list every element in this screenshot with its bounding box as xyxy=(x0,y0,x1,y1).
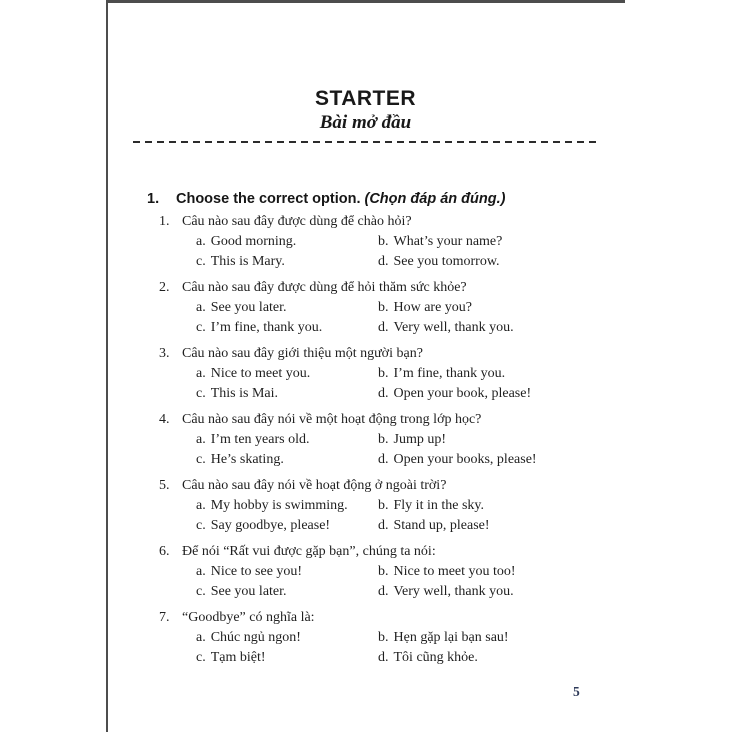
option-text: This is Mary. xyxy=(210,254,285,269)
exercise-heading xyxy=(106,189,732,209)
chapter-header xyxy=(133,88,598,143)
option-text: See you later. xyxy=(210,300,287,315)
option-text: Good morning. xyxy=(210,234,297,249)
exercise-title-vietnamese: (Chọn đáp án đúng.) xyxy=(364,191,506,207)
option-item xyxy=(196,450,378,470)
question-text: Để nói “Rất vui được gặp bạn”, chúng ta nói: xyxy=(182,544,436,559)
option-item xyxy=(196,232,378,252)
option-item xyxy=(196,252,378,272)
question-text: Câu nào sau đây nói về một hoạt động trong lớp học? xyxy=(182,412,482,427)
option-text: My hobby is swimming. xyxy=(210,498,348,513)
option-text: He’s skating. xyxy=(210,452,284,467)
option-item xyxy=(378,450,732,470)
option-item xyxy=(378,298,732,318)
option-item xyxy=(196,648,378,668)
option-item xyxy=(196,318,378,338)
question-text: Câu nào sau đây giới thiệu một người bạn? xyxy=(182,346,423,361)
option-text: Open your book, please! xyxy=(393,386,532,401)
question-list xyxy=(106,211,732,668)
question-line xyxy=(106,409,732,430)
question-block xyxy=(106,343,732,404)
question-line xyxy=(106,343,732,364)
question-line xyxy=(106,211,732,232)
option-item xyxy=(196,298,378,318)
option-text: Stand up, please! xyxy=(393,518,490,533)
option-label: d. xyxy=(378,452,389,467)
option-label: a. xyxy=(196,432,206,447)
option-text: What’s your name? xyxy=(393,234,503,249)
question-block xyxy=(106,541,732,602)
option-item xyxy=(196,364,378,384)
question-block xyxy=(106,277,732,338)
question-number: 5. xyxy=(159,478,170,493)
option-item xyxy=(378,562,732,582)
option-label: c. xyxy=(196,254,206,269)
option-text: Nice to meet you too! xyxy=(393,564,516,579)
option-label: b. xyxy=(378,564,389,579)
option-label: c. xyxy=(196,320,206,335)
option-label: c. xyxy=(196,452,206,467)
option-text: How are you? xyxy=(393,300,473,315)
option-item xyxy=(378,430,732,450)
question-number: 3. xyxy=(159,346,170,361)
option-label: a. xyxy=(196,498,206,513)
question-line xyxy=(106,541,732,562)
option-label: b. xyxy=(378,432,389,447)
chapter-title: STARTER xyxy=(314,87,417,110)
question-number: 1. xyxy=(159,214,170,229)
option-text: Fly it in the sky. xyxy=(393,498,484,513)
option-label: a. xyxy=(196,366,206,381)
question-number: 7. xyxy=(159,610,170,625)
option-item xyxy=(378,364,732,384)
option-label: c. xyxy=(196,518,206,533)
option-item xyxy=(196,562,378,582)
option-item xyxy=(378,384,732,404)
question-block xyxy=(106,409,732,470)
page-content xyxy=(106,0,732,673)
page-number: 5 xyxy=(573,684,580,699)
option-label: d. xyxy=(378,254,389,269)
option-text: Tạm biệt! xyxy=(210,650,266,665)
option-item xyxy=(378,318,732,338)
question-number: 6. xyxy=(159,544,170,559)
option-item xyxy=(378,496,732,516)
option-text: Chúc ngủ ngon! xyxy=(210,630,301,645)
option-label: b. xyxy=(378,366,389,381)
option-text: Open your books, please! xyxy=(393,452,537,467)
options-grid xyxy=(196,496,732,536)
option-text: Say goodbye, please! xyxy=(210,518,331,533)
option-item xyxy=(378,628,732,648)
question-text: “Goodbye” có nghĩa là: xyxy=(182,610,315,625)
option-text: Jump up! xyxy=(393,432,446,447)
question-block xyxy=(106,211,732,272)
option-item xyxy=(196,582,378,602)
option-label: a. xyxy=(196,630,206,645)
question-text: Câu nào sau đây được dùng để chào hỏi? xyxy=(182,214,412,229)
dashed-divider xyxy=(133,141,598,143)
option-text: Very well, thank you. xyxy=(393,584,514,599)
exercise-title xyxy=(176,189,505,209)
option-text: Hẹn gặp lại bạn sau! xyxy=(393,630,509,645)
option-label: c. xyxy=(196,386,206,401)
options-grid xyxy=(196,562,732,602)
option-item xyxy=(196,496,378,516)
question-text: Câu nào sau đây được dùng để hỏi thăm sức khỏe? xyxy=(182,280,467,295)
option-label: b. xyxy=(378,300,389,315)
option-text: Nice to meet you. xyxy=(210,366,311,381)
option-text: I’m fine, thank you. xyxy=(393,366,506,381)
option-text: See you later. xyxy=(210,584,287,599)
options-grid xyxy=(196,298,732,338)
chapter-subtitle: Bài mở đầu xyxy=(319,112,412,133)
option-text: Nice to see you! xyxy=(210,564,303,579)
option-label: d. xyxy=(378,584,389,599)
option-label: a. xyxy=(196,300,206,315)
question-text: Câu nào sau đây nói về hoạt động ở ngoài trời? xyxy=(182,478,447,493)
options-grid xyxy=(196,628,732,668)
option-label: b. xyxy=(378,630,389,645)
option-label: a. xyxy=(196,234,206,249)
question-line xyxy=(106,475,732,496)
question-number: 2. xyxy=(159,280,170,295)
options-grid xyxy=(196,232,732,272)
exercise-number: 1. xyxy=(147,191,160,207)
option-label: b. xyxy=(378,498,389,513)
option-item xyxy=(378,516,732,536)
option-item xyxy=(196,516,378,536)
option-item xyxy=(196,430,378,450)
option-text: See you tomorrow. xyxy=(393,254,500,269)
option-item xyxy=(378,582,732,602)
option-label: d. xyxy=(378,518,389,533)
option-item xyxy=(378,648,732,668)
option-text: This is Mai. xyxy=(210,386,278,401)
exercise-title-english: Choose the correct option. xyxy=(176,191,361,207)
exercise-section xyxy=(106,189,732,668)
question-block xyxy=(106,475,732,536)
option-item xyxy=(196,384,378,404)
option-text: Very well, thank you. xyxy=(393,320,514,335)
option-text: Tôi cũng khỏe. xyxy=(393,650,478,665)
option-label: c. xyxy=(196,650,206,665)
options-grid xyxy=(196,364,732,404)
option-label: c. xyxy=(196,584,206,599)
option-label: a. xyxy=(196,564,206,579)
question-number: 4. xyxy=(159,412,170,427)
option-text: I’m fine, thank you. xyxy=(210,320,323,335)
option-label: d. xyxy=(378,386,389,401)
options-grid xyxy=(196,430,732,470)
option-label: d. xyxy=(378,650,389,665)
option-item xyxy=(378,252,732,272)
option-text: I’m ten years old. xyxy=(210,432,310,447)
question-line xyxy=(106,277,732,298)
option-item xyxy=(196,628,378,648)
option-item xyxy=(378,232,732,252)
option-label: b. xyxy=(378,234,389,249)
option-label: d. xyxy=(378,320,389,335)
question-line xyxy=(106,607,732,628)
question-block xyxy=(106,607,732,668)
